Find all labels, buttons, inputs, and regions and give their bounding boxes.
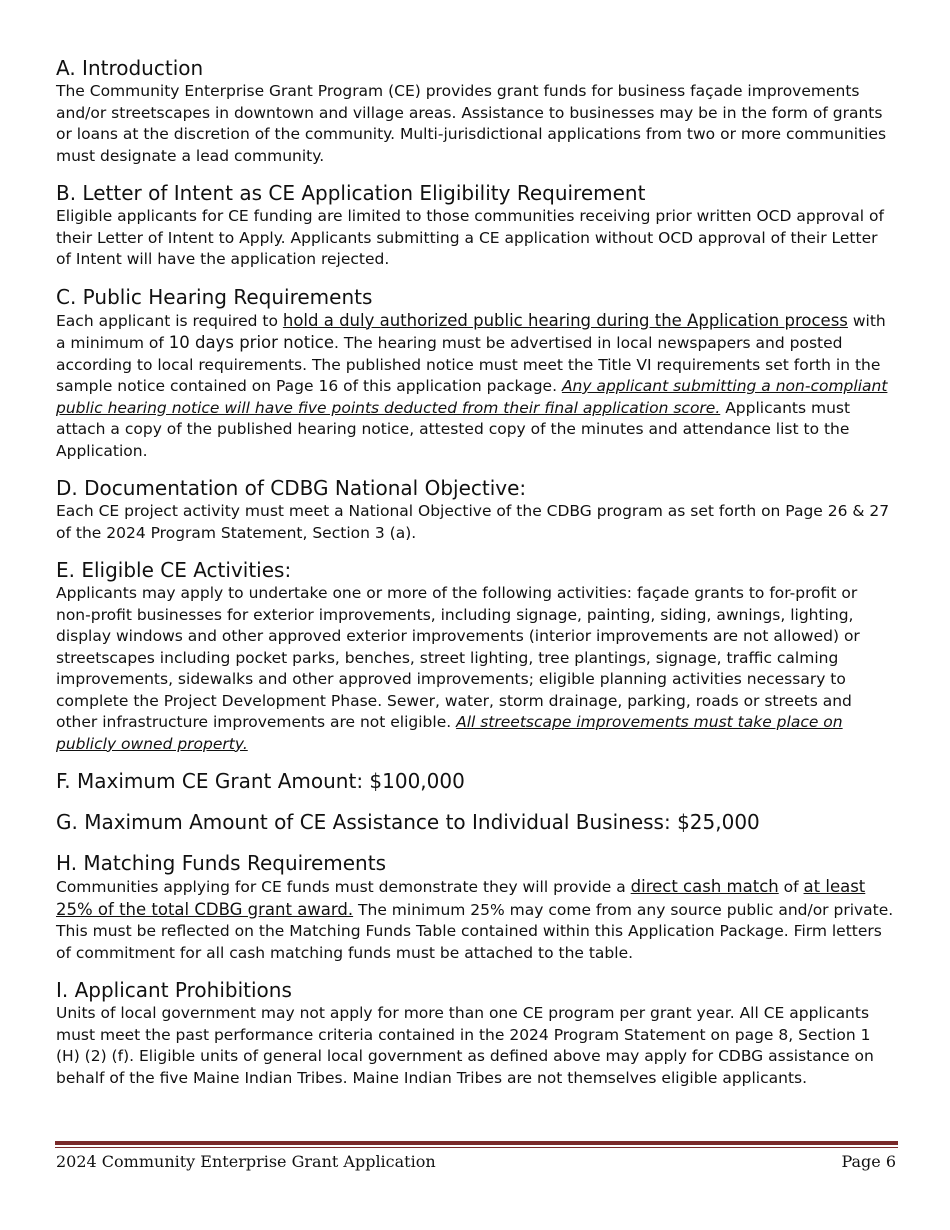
text-run: Applicants may apply to undertake one or more of the following activities: façade grants to for-profit or non-profit businesses for exterior improvements, including signage, painting, siding, awnings, lighting, display windows and other approved exterior improvements (interior improvements are not allowed) or streetscapes including pocket parks, benches, street lighting, tree plantings, signage, traffic calming improvements, sidewalks and other approved improvements; eligible planning activities necessary to complete the Project Development Phase. Sewer, water, storm drainage, parking, roads or streets and other infrastructure improvements are not eligible.	[56, 584, 860, 731]
footer-divider-thin	[55, 1147, 898, 1148]
section-heading: F. Maximum CE Grant Amount: $100,000	[56, 769, 465, 793]
emphasized-text: 10 days prior notice	[168, 333, 335, 352]
text-run: . The hearing must be advertised in local newspapers and posted according to local requirements. The published notice must meet the Title VI requirements set forth in the sample notice contained on Page 16 of this application package.	[56, 334, 881, 395]
text-run: of	[778, 878, 804, 896]
section-heading: G. Maximum Amount of CE Assistance to Individual Business: $25,000	[56, 810, 760, 834]
section-letter-of-intent	[56, 181, 896, 271]
italic-underlined-text: All streetscape improvements must take place on publicly owned property.	[56, 713, 843, 753]
section-heading: C. Public Hearing Requirements	[56, 284, 373, 309]
section-heading: A. Introduction	[56, 56, 204, 80]
section-text: Units of local government may not apply for more than one CE program per grant year. All CE applicants must meet the past performance criteria contained in the 2024 Program Statement on page 8, Section 1 (H) (2) (f). Eligible units of general local government as defined above may apply for CDBG assistance on behalf of the five Maine Indian Tribes. Maine Indian Tribes are not themselves eligible applicants.	[56, 1004, 874, 1087]
section-text	[56, 583, 896, 755]
section-matching-funds	[56, 851, 896, 964]
text-run: Each applicant is required to	[56, 311, 283, 330]
section-heading: H. Matching Funds Requirements	[56, 851, 386, 875]
section-text: Eligible applicants for CE funding are limited to those communities receiving prior written OCD approval of their Letter of Intent to Apply. Applicants submitting a CE application without OCD approval of their Letter of Intent will have the application rejected.	[56, 207, 884, 268]
page-footer	[56, 1152, 896, 1171]
page-number: Page 6	[841, 1152, 896, 1171]
section-eligible-activities	[56, 558, 896, 755]
section-public-hearing	[56, 285, 896, 463]
underlined-text: hold a duly authorized public hearing during the Application process	[282, 310, 848, 330]
italic-underlined-text: Any applicant submitting a non-compliant public hearing notice will have five points deducted from their final application score.	[56, 377, 888, 417]
text-run: The minimum 25% may come from any source public and/or private. This must be reflected on the Matching Funds Table contained within this Application Package. Firm letters of commitment for all cash matching funds must be attached to the table.	[56, 900, 894, 962]
document-body	[56, 56, 896, 1103]
section-text: The Community Enterprise Grant Program (CE) provides grant funds for business façade improvements and/or streetscapes in downtown and village areas. Assistance to businesses may be in the form of grants or loans at the discretion of the community. Multi-jurisdictional applications from two or more communities must designate a lead community.	[56, 82, 887, 165]
section-text	[56, 876, 896, 964]
section-heading: E. Eligible CE Activities:	[56, 558, 292, 582]
section-text	[56, 310, 896, 463]
text-run: Communities applying for CE funds must demonstrate they will provide a	[56, 878, 631, 896]
section-max-grant	[56, 769, 896, 794]
section-max-individual	[56, 810, 896, 835]
text-run: with a minimum of	[56, 311, 886, 352]
underlined-text: direct cash match	[630, 877, 779, 896]
section-national-objective	[56, 476, 896, 544]
footer-title: 2024 Community Enterprise Grant Application	[56, 1152, 436, 1171]
section-heading: B. Letter of Intent as CE Application Eligibility Requirement	[56, 181, 646, 205]
footer-divider	[55, 1141, 898, 1145]
underlined-text: at least 25% of the total CDBG grant award.	[56, 877, 866, 919]
section-heading: D. Documentation of CDBG National Objective:	[56, 476, 527, 500]
text-run: Applicants must attach a copy of the published hearing notice, attested copy of the minutes and attendance list to the Application.	[56, 398, 851, 460]
section-text: Each CE project activity must meet a National Objective of the CDBG program as set forth on Page 26 & 27 of the 2024 Program Statement, Section 3 (a).	[56, 502, 890, 542]
section-applicant-prohibitions	[56, 978, 896, 1089]
section-heading: I. Applicant Prohibitions	[56, 978, 292, 1002]
section-introduction	[56, 56, 896, 167]
